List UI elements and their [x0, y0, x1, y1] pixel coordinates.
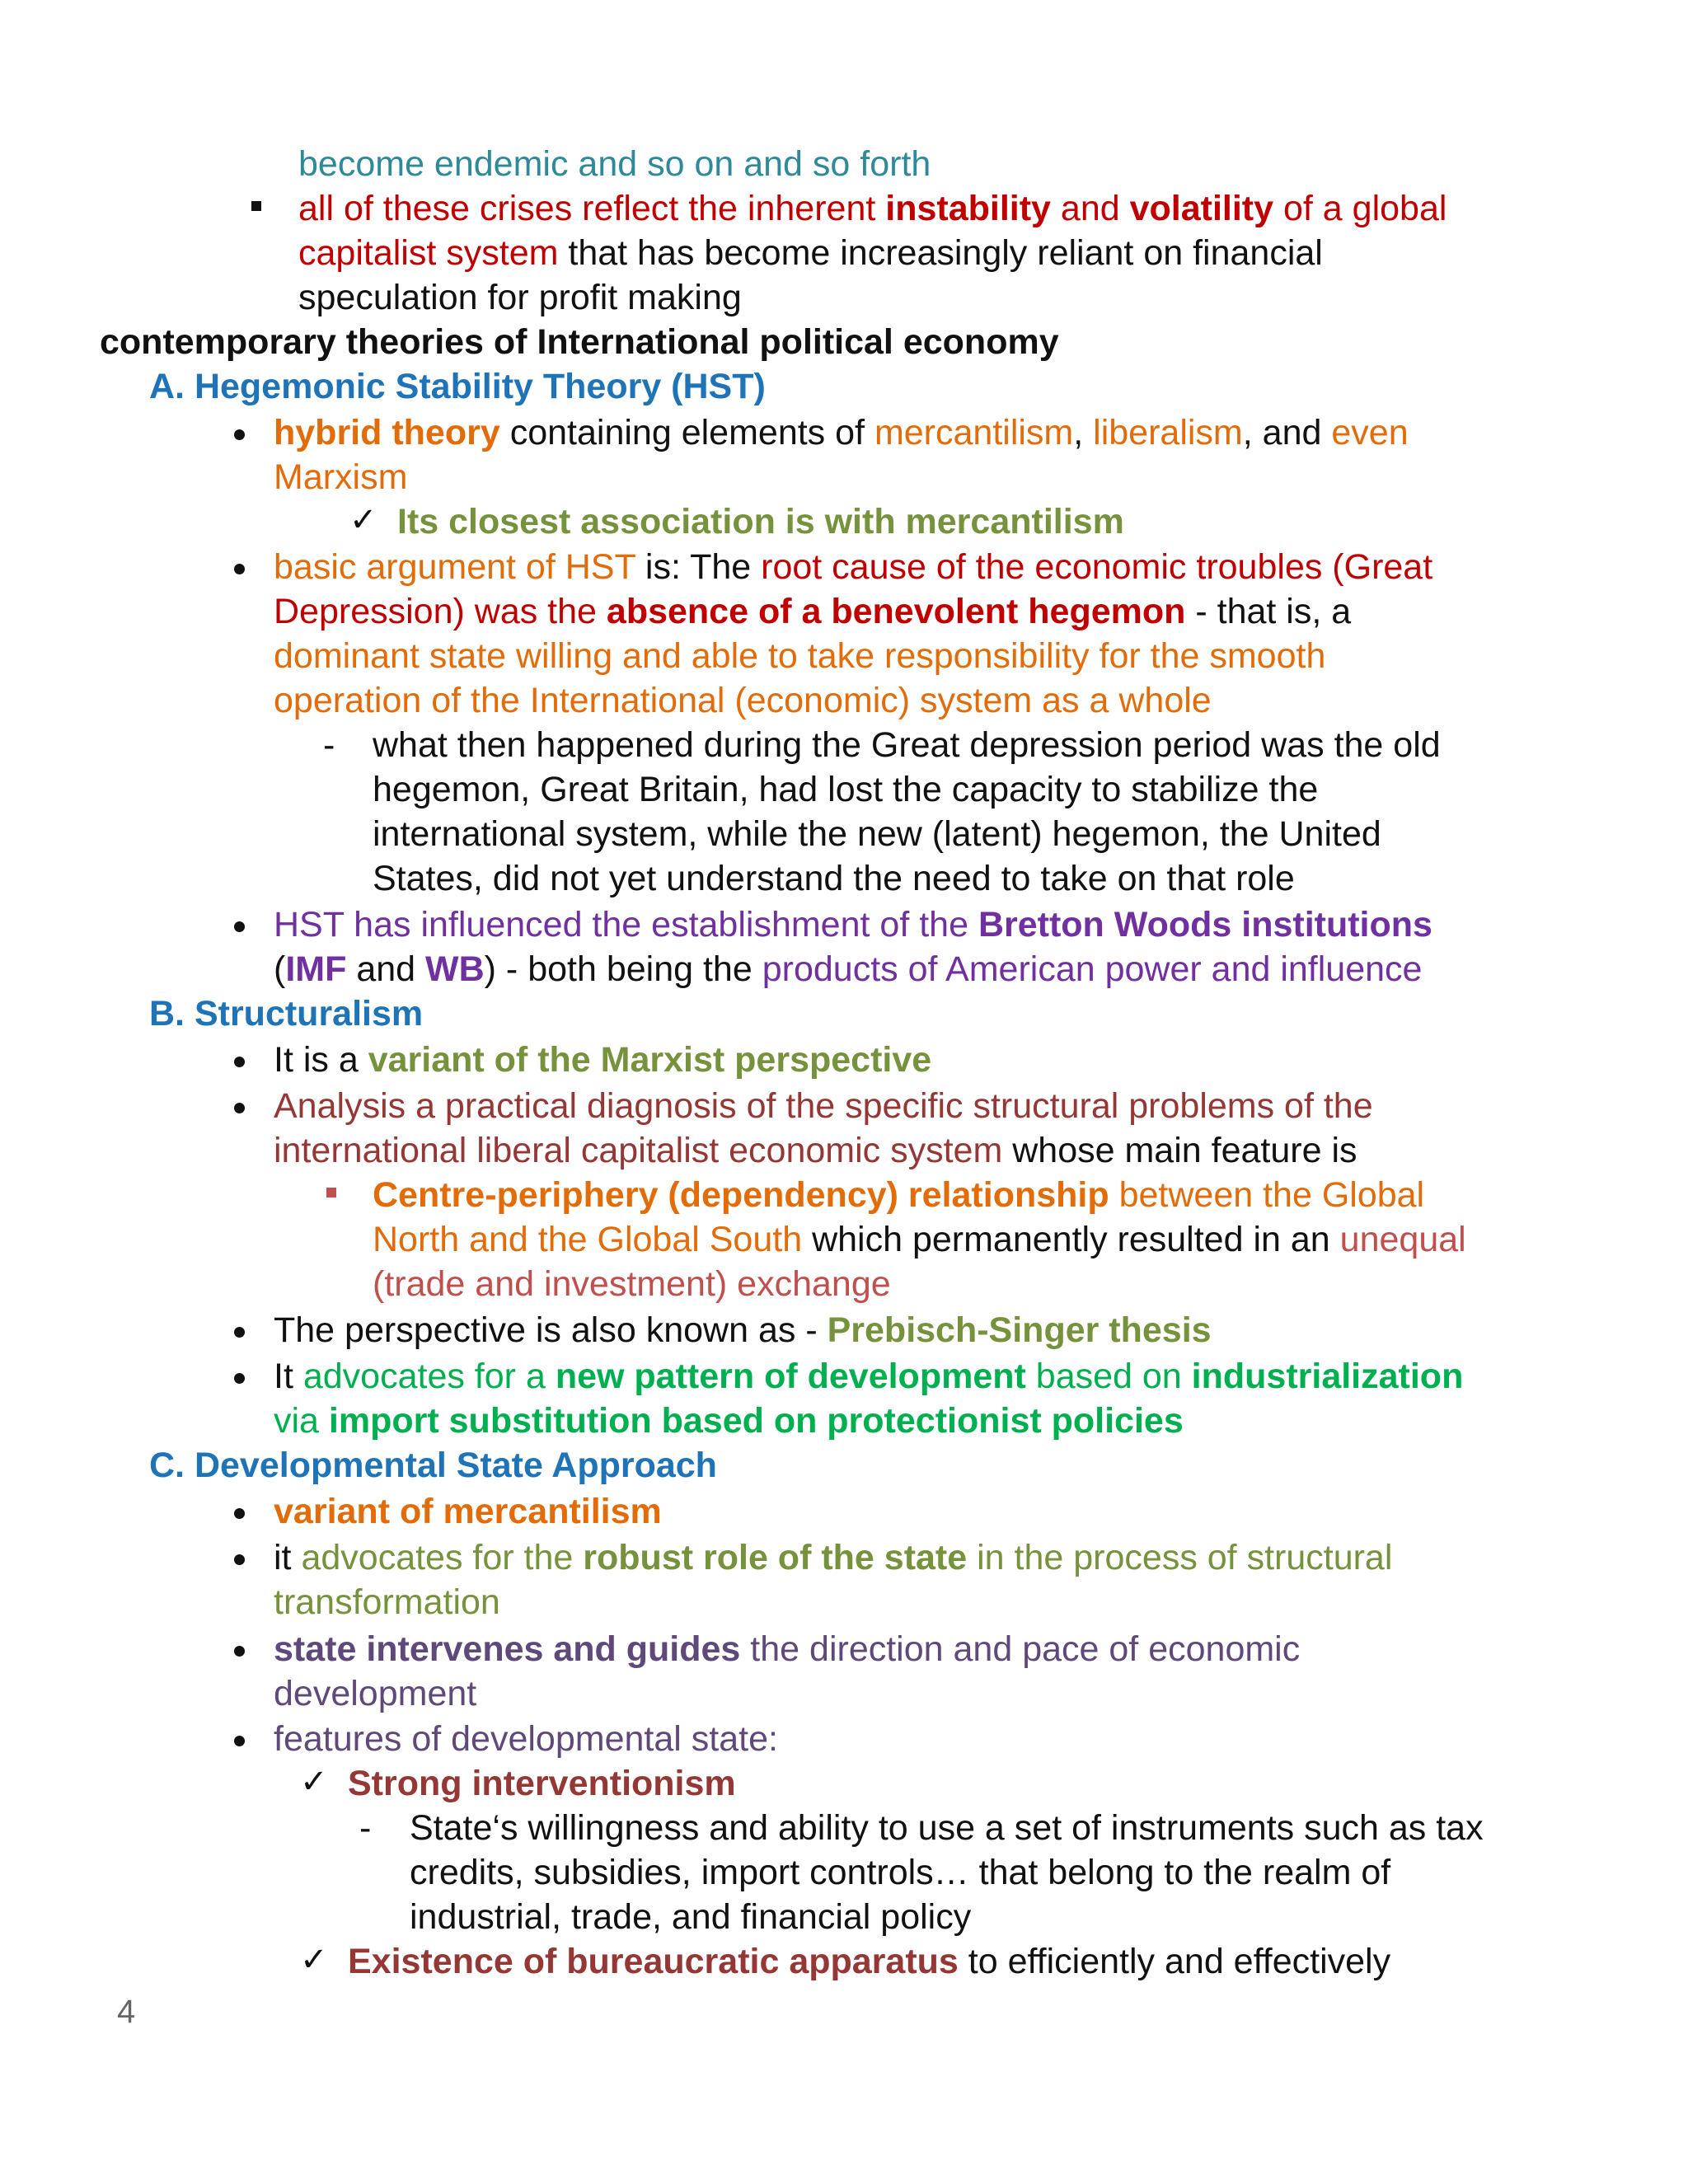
text-run: in the process of structural — [967, 1538, 1393, 1577]
text-run: between the Global — [1109, 1175, 1425, 1215]
text-run: advocates for a — [302, 1357, 556, 1396]
text-line — [410, 1806, 1484, 1850]
text-line — [274, 947, 1422, 991]
text-run: variant of the Marxist perspective — [368, 1040, 932, 1080]
bullet-icon — [234, 1646, 245, 1657]
subsection-title-b — [149, 991, 423, 1036]
bullet-icon — [234, 1554, 245, 1565]
text-run: industrialization — [1191, 1357, 1464, 1396]
text-run: , and — [1242, 413, 1332, 452]
bullet-icon — [234, 1736, 245, 1746]
square-bullet-icon — [251, 201, 261, 211]
check-glyph: ✓ — [349, 502, 377, 538]
text-run: Existence of bureaucratic apparatus — [348, 1942, 959, 1981]
bullet-icon — [234, 564, 245, 574]
text-run: State‘s willingness and ability to use a set of instruments such as tax — [410, 1808, 1484, 1848]
check-glyph: ✓ — [300, 1764, 328, 1800]
text-run: The perspective is also known as - — [274, 1310, 828, 1350]
text-run: volatility — [1129, 189, 1274, 228]
text-line — [274, 1535, 1392, 1580]
text-line — [298, 186, 1447, 231]
text-run: it — [274, 1538, 302, 1577]
text-line — [274, 1399, 1184, 1443]
subsection-text: B. Structuralism — [149, 994, 424, 1033]
bullet-icon — [234, 1327, 245, 1338]
text-run: international system, while the new (latent) hegemon, the United — [373, 814, 1381, 854]
text-line — [274, 589, 1351, 634]
text-line — [274, 455, 407, 499]
text-run: of a global — [1273, 189, 1447, 228]
text-run: WB — [425, 949, 485, 989]
text-run: speculation for profit making — [298, 278, 742, 317]
text-line — [274, 678, 1212, 723]
text-run: become endemic and so on and so forth — [298, 144, 931, 184]
bullet-icon — [234, 1508, 245, 1519]
text-run: States, did not yet understand the need to take on that role — [373, 859, 1295, 898]
text-run: international liberal capitalist economic system — [274, 1131, 1003, 1170]
text-run: credits, subsidies, import controls… that belong to the realm of — [410, 1853, 1391, 1892]
text-run: instability — [885, 189, 1051, 228]
text-run: operation of the International (economic) system as a whole — [274, 681, 1212, 720]
text-run: unequal — [1339, 1220, 1466, 1259]
heading-text: contemporary theories of International political economy — [100, 322, 1059, 362]
text-line — [274, 902, 1432, 947]
text-line — [274, 1627, 1300, 1671]
text-line — [274, 634, 1325, 678]
text-run: Centre-periphery (dependency) relationship — [373, 1175, 1109, 1215]
subsection-text: C. Developmental State Approach — [149, 1446, 717, 1485]
text-run: Bretton Woods institutions — [978, 905, 1432, 944]
text-line — [373, 1173, 1424, 1217]
text-run: robust role of the state — [583, 1538, 968, 1577]
text-run: development — [274, 1674, 477, 1713]
text-line — [274, 1489, 662, 1534]
square-bullet-icon — [326, 1188, 336, 1197]
text-line — [373, 1262, 891, 1306]
text-line — [274, 1128, 1357, 1173]
text-run: Its closest association is with mercantilism — [397, 502, 1124, 541]
text-run: ) - both being the — [484, 949, 762, 989]
text-run: basic argument of HST — [274, 547, 635, 587]
text-line — [298, 275, 742, 320]
text-run: Prebisch-Singer thesis — [827, 1310, 1212, 1350]
text-run: import substitution based on protectionist policies — [328, 1401, 1184, 1441]
text-run: features of developmental state: — [274, 1719, 778, 1759]
checkmark-icon — [300, 1760, 328, 1804]
text-line — [298, 142, 931, 186]
subsection-text: A. Hegemonic Stability Theory (HST) — [149, 367, 766, 406]
text-line — [298, 231, 1323, 275]
checkmark-icon — [349, 498, 377, 542]
subsection-title-c — [149, 1443, 717, 1488]
text-run: products of American power and influence — [762, 949, 1423, 989]
text-run: new pattern of development — [555, 1357, 1026, 1396]
text-run: dominant state willing and able to take responsibility for the smooth — [274, 636, 1326, 676]
text-run: North and the Global South — [373, 1220, 803, 1259]
text-line — [274, 1308, 1212, 1352]
dash-bullet-icon — [323, 723, 335, 767]
text-run: IMF — [285, 949, 347, 989]
text-line — [397, 499, 1124, 544]
text-run: hegemon, Great Britain, had lost the capacity to stabilize the — [373, 770, 1319, 809]
text-run: and — [1050, 189, 1130, 228]
bullet-icon — [234, 1103, 245, 1113]
text-run: which permanently resulted in an — [802, 1220, 1340, 1259]
text-line — [410, 1850, 1390, 1895]
text-line — [373, 723, 1441, 767]
text-run: industrial, trade, and financial policy — [410, 1897, 972, 1937]
text-line — [348, 1761, 736, 1806]
text-run: and — [346, 949, 426, 989]
text-run: Analysis a practical diagnosis of the specific structural problems of the — [274, 1086, 1373, 1126]
text-run: ( — [274, 949, 286, 989]
text-run: to efficiently and effectively — [958, 1942, 1391, 1981]
subsection-title-a — [149, 364, 766, 409]
dash-bullet-icon — [359, 1806, 371, 1850]
page-number — [117, 1990, 135, 2034]
text-run: transformation — [274, 1582, 500, 1622]
text-run: - that is, a — [1185, 592, 1352, 631]
text-line — [274, 1580, 500, 1624]
text-line — [274, 410, 1409, 455]
text-line — [373, 767, 1318, 812]
text-run: state intervenes and guides — [274, 1629, 741, 1669]
text-run: whose main feature is — [1002, 1131, 1357, 1170]
text-run: that has become increasingly reliant on financial — [558, 233, 1323, 273]
text-run: based on — [1025, 1357, 1192, 1396]
text-run: what then happened during the Great depression period was the old — [373, 725, 1441, 765]
text-run: Depression) was the — [274, 592, 607, 631]
text-line — [373, 856, 1295, 901]
text-run: even — [1331, 413, 1409, 452]
bullet-icon — [234, 921, 245, 932]
text-run: capitalist system — [298, 233, 559, 273]
text-run: absence of a benevolent hegemon — [606, 592, 1186, 631]
text-run: all of these crises reflect the inherent — [298, 189, 886, 228]
text-line — [348, 1939, 1390, 1984]
dash-glyph: - — [323, 725, 335, 765]
text-run: It — [274, 1357, 303, 1396]
text-run: the direction and pace of economic — [740, 1629, 1301, 1669]
bullet-icon — [234, 429, 245, 440]
text-run: liberalism — [1093, 413, 1243, 452]
text-run: Strong interventionism — [348, 1764, 736, 1803]
text-line — [274, 545, 1432, 589]
text-line — [373, 1217, 1466, 1262]
section-heading — [100, 320, 1059, 364]
text-run: containing elements of — [499, 413, 874, 452]
text-line — [274, 1671, 476, 1716]
text-line — [274, 1038, 931, 1082]
text-run: root cause of the economic troubles (Great — [761, 547, 1433, 587]
dash-glyph: - — [359, 1808, 372, 1848]
text-run: via — [274, 1401, 329, 1441]
bullet-icon — [234, 1057, 245, 1067]
text-run: Marxism — [274, 457, 408, 497]
text-line — [373, 812, 1381, 856]
text-run: variant of mercantilism — [274, 1492, 662, 1531]
text-run: (trade and investment) exchange — [373, 1264, 891, 1304]
bullet-icon — [234, 1373, 245, 1384]
text-run: , — [1073, 413, 1094, 452]
page-number-text: 4 — [117, 1994, 136, 2030]
text-run: hybrid theory — [274, 413, 500, 452]
text-line — [274, 1354, 1463, 1399]
text-run: is: The — [635, 547, 762, 587]
text-line — [274, 1717, 778, 1761]
check-glyph: ✓ — [300, 1942, 328, 1978]
checkmark-icon — [300, 1938, 328, 1982]
text-run: HST has influenced the establishment of the — [274, 905, 978, 944]
text-run: It is a — [274, 1040, 368, 1080]
text-line — [410, 1895, 971, 1939]
text-run: advocates for the — [301, 1538, 584, 1577]
text-run: mercantilism — [874, 413, 1074, 452]
text-line — [274, 1084, 1373, 1128]
